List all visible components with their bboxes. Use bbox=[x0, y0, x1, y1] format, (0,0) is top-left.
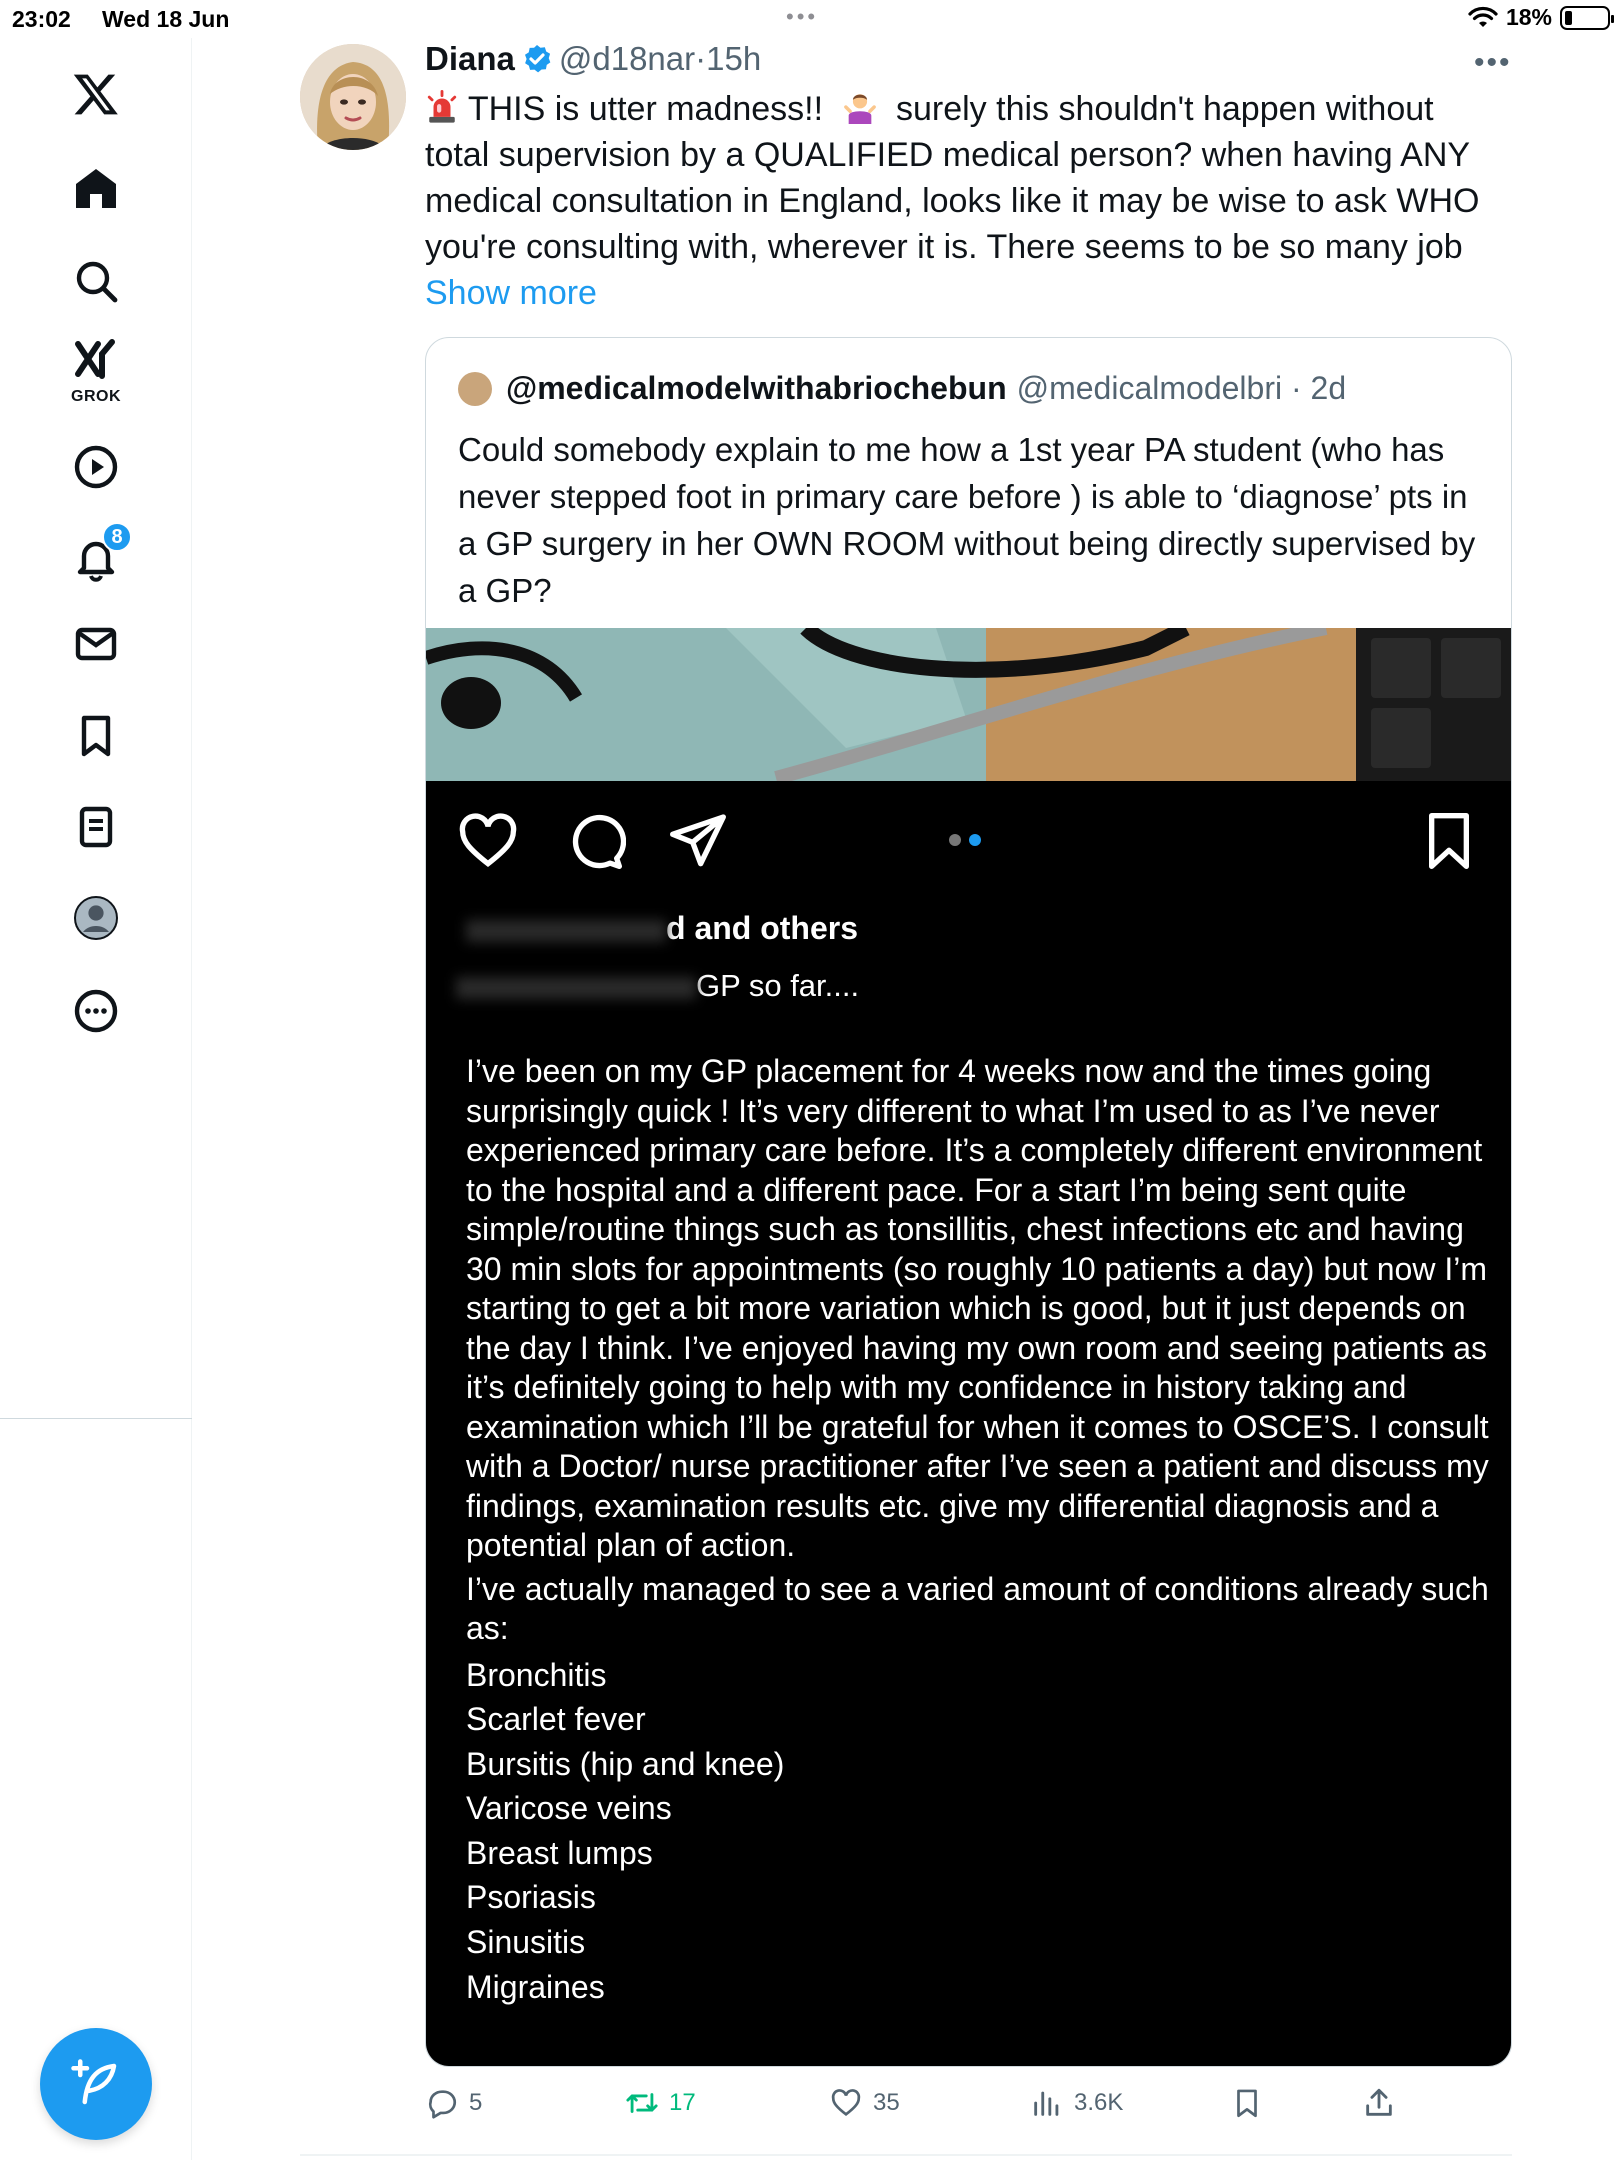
comment-bubble-icon bbox=[562, 809, 626, 873]
home-icon bbox=[72, 164, 120, 212]
multitask-dots[interactable]: ••• bbox=[786, 4, 819, 29]
conditions-list bbox=[466, 1653, 1496, 2010]
carousel-dots bbox=[949, 833, 989, 851]
bookmark-icon bbox=[72, 712, 120, 760]
status-date: Wed 18 Jun bbox=[102, 6, 230, 32]
meta-separator: · bbox=[695, 40, 707, 77]
like-button[interactable] bbox=[829, 2086, 900, 2120]
sidebar-item-more[interactable] bbox=[56, 971, 136, 1051]
author-handle[interactable]: @d18nar bbox=[558, 40, 696, 77]
repost-count: 17 bbox=[669, 2089, 696, 2116]
image-caption bbox=[466, 1052, 1496, 2009]
reply-count: 5 bbox=[469, 2089, 483, 2116]
feather-plus-icon bbox=[69, 2057, 123, 2111]
post-subtitle bbox=[696, 968, 860, 1004]
tweet-more-button[interactable]: ••• bbox=[1474, 46, 1512, 79]
save-bookmark-icon bbox=[1417, 809, 1481, 873]
liked-by-label: d and others bbox=[666, 910, 859, 946]
reply-button[interactable] bbox=[425, 2086, 482, 2120]
sidebar-item-bookmarks[interactable] bbox=[56, 696, 136, 776]
condition-item: Sinusitis bbox=[466, 1924, 586, 1961]
author-name[interactable]: Diana bbox=[425, 40, 515, 77]
sidebar-item-profile[interactable] bbox=[56, 878, 136, 958]
share-button[interactable] bbox=[1362, 2086, 1396, 2120]
image-action-row bbox=[426, 781, 1512, 891]
quoted-time: 2d bbox=[1310, 370, 1347, 406]
battery-percent: 18% bbox=[1505, 4, 1552, 30]
status-right bbox=[1468, 4, 1610, 31]
heart-outline-icon bbox=[456, 809, 520, 873]
list-icon bbox=[72, 803, 120, 851]
verified-badge-icon bbox=[521, 43, 553, 75]
quoted-handle: @medicalmodelbri bbox=[1016, 370, 1283, 406]
condition-item: Psoriasis bbox=[466, 1879, 596, 1916]
share-upload-icon bbox=[1362, 2086, 1396, 2120]
condition-item: Bursitis (hip and knee) bbox=[466, 1745, 785, 1782]
tweet-time[interactable]: 15h bbox=[706, 40, 762, 77]
mail-icon bbox=[72, 620, 120, 668]
battery-icon bbox=[1560, 6, 1610, 30]
play-icon bbox=[72, 443, 120, 491]
author-avatar[interactable] bbox=[300, 44, 406, 150]
profile-avatar-icon bbox=[72, 894, 120, 942]
repost-button[interactable] bbox=[625, 2086, 696, 2120]
sidebar-item-home[interactable] bbox=[56, 148, 136, 228]
sidebar-item-lists[interactable] bbox=[56, 787, 136, 867]
status-bar bbox=[0, 0, 1620, 38]
sidebar-item-video[interactable] bbox=[56, 427, 136, 507]
quoted-separator: · bbox=[1290, 370, 1302, 406]
notification-badge: 8 bbox=[102, 522, 132, 552]
condition-item: Migraines bbox=[466, 1968, 605, 2005]
liked-by-text bbox=[666, 910, 859, 947]
quoted-image[interactable] bbox=[426, 628, 1512, 2067]
repost-icon bbox=[625, 2086, 659, 2120]
tweet-text bbox=[425, 86, 1505, 316]
condition-item: Breast lumps bbox=[466, 1834, 653, 1871]
caption-conditions-intro: I’ve actually managed to see a varied amount of conditions already such as: bbox=[466, 1570, 1489, 1646]
compose-post-button[interactable] bbox=[40, 2028, 152, 2140]
tweet-header bbox=[425, 40, 761, 78]
show-more-link[interactable]: Show more bbox=[425, 274, 597, 312]
reply-icon bbox=[425, 2086, 459, 2120]
views-count: 3.6K bbox=[1074, 2089, 1124, 2116]
quoted-avatar bbox=[458, 372, 492, 406]
sidebar-item-messages[interactable] bbox=[56, 604, 136, 684]
tweet-text-part1: THIS is utter madness!! bbox=[467, 90, 824, 128]
sidebar-divider bbox=[0, 1418, 192, 1419]
bookmark-button[interactable] bbox=[1230, 2086, 1264, 2120]
sidebar-item-explore[interactable] bbox=[56, 241, 136, 321]
like-count: 35 bbox=[873, 2089, 900, 2116]
sidebar-item-grok[interactable] bbox=[56, 328, 136, 428]
heart-icon bbox=[829, 2086, 863, 2120]
send-plane-icon bbox=[666, 809, 730, 873]
quoted-text: Could somebody explain to me how a 1st year PA student (who has never stepped foot in primary care before ) is able to ‘diagnose’ pts in a GP surgery in her OWN ROOM without being directly supervised by a GP? bbox=[458, 431, 1476, 609]
post-subtitle-text: GP so far.... bbox=[696, 968, 860, 1003]
quoted-post[interactable] bbox=[425, 337, 1512, 2067]
quoted-author-name: @medicalmodelwithabriochebun bbox=[506, 370, 1007, 406]
views-chart-icon bbox=[1030, 2086, 1064, 2120]
stethoscope-photo bbox=[426, 628, 1512, 781]
condition-item: Bronchitis bbox=[466, 1656, 607, 1693]
status-time: 23:02 bbox=[12, 6, 71, 32]
grok-label: GROK bbox=[71, 388, 121, 405]
quoted-header bbox=[458, 370, 1346, 407]
sidebar-item-notifications[interactable] bbox=[56, 518, 136, 598]
wifi-icon bbox=[1468, 6, 1498, 30]
person-shrugging-emoji-icon bbox=[843, 90, 877, 124]
tweet-actions bbox=[425, 2086, 1425, 2134]
condition-item: Scarlet fever bbox=[466, 1701, 646, 1738]
sidebar bbox=[0, 38, 192, 2160]
tweet-divider bbox=[300, 2154, 1512, 2156]
more-circle-icon bbox=[72, 987, 120, 1035]
bookmark-outline-icon bbox=[1230, 2086, 1264, 2120]
grok-icon bbox=[72, 336, 120, 384]
siren-emoji-icon bbox=[425, 90, 459, 124]
condition-item: Varicose veins bbox=[466, 1790, 672, 1827]
caption-paragraph: I’ve been on my GP placement for 4 weeks now and the times going surprisingly quick ! It’s very different to what I’m used to as I’ve never experienced primary care before. It’s a completely different environment to the hospital and a different pace. For a start I’m being sent quite simple/routine things such as tonsillitis, chest infections etc and having 30 min slots for appointments (so roughly 10 patients a day) but now I’m starting to get a bit more variation which is good, but it just depends on the day I think. I’ve enjoyed having my own room and seeing patients as it’s definitely going to help with my confidence in history taking and examination which I’ll be grateful for when it comes to OSCE’S. I consult with a Doctor/ nurse practitioner after I’ve seen a patient and discuss my findings, examination results etc. give my differential diagnosis and a potential plan of action. bbox=[466, 1053, 1489, 1563]
views-button[interactable] bbox=[1030, 2086, 1123, 2120]
search-icon bbox=[72, 257, 120, 305]
tweet-text-part2: surely this shouldn't happen without total supervision by a QUALIFIED medical person? when having ANY medical consultation in England, looks like it may be wise to ask WHO you're consulting with, wherever it is. There seems to be so many job bbox=[425, 90, 1480, 266]
x-logo-icon[interactable] bbox=[56, 54, 136, 134]
